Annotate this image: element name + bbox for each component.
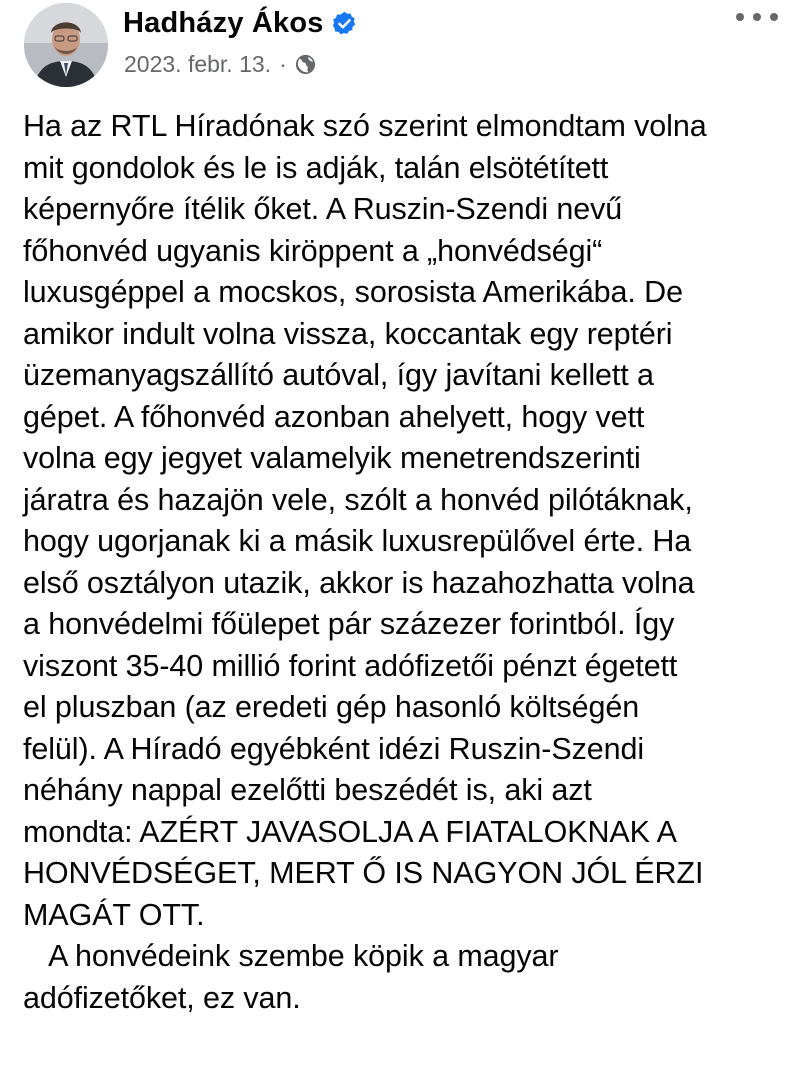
author-name[interactable]: Hadházy Ákos — [123, 6, 324, 39]
meta-separator: · — [279, 50, 287, 77]
globe-icon — [294, 53, 317, 76]
more-dot — [736, 13, 744, 21]
more-options-icon[interactable] — [736, 6, 778, 28]
more-dot — [770, 13, 778, 21]
profile-photo — [24, 3, 108, 87]
author-avatar[interactable] — [24, 3, 108, 87]
author-row — [123, 4, 358, 42]
post-header — [0, 0, 800, 100]
more-dot — [753, 13, 761, 21]
post-text: Ha az RTL Híradónak szó szerint elmondtam volna mit gondolok és le is adják, talán elsötétített képernyőre ítélik őket. A Ruszin-Szendi nevű főhonvéd ugyanis kiröppent a „honvédségi“ luxusgéppel a mocskos, sorosista Amerikába. De amikor indult volna vissza, koccantak egy reptéri üzemanyagszállító autóval, így javítani kellett a gépet. A főhonvéd azonban ahelyett, hogy vett volna egy jegyet valamelyik menetrendszerinti járatra és hazajön vele, szólt a honvéd pilótáknak, hogy ugorjanak ki a másik luxusrepülővel érte. Ha első osztályon utazik, akkor is hazahozhatta volna a honvédelmi főülepet pár százezer forintból. Így viszont 35-40 millió forint adófizetői pénzt égetett el pluszban (az eredeti gép hasonló költségén felül). A Híradó egyébként idézi Ruszin-Szendi néhány nappal ezelőtti beszédét is, aki azt mondta: AZÉRT JAVASOLJA A FIATALOKNAK A HONVÉDSÉGET, MERT Ő IS NAGYON JÓL ÉRZI MAGÁT OTT. A honvédeink szembe köpik a magyar adófizetőket, ez van. — [23, 109, 707, 1015]
verified-badge-icon — [331, 10, 358, 37]
post-meta — [124, 49, 317, 79]
post-date[interactable]: 2023. febr. 13. — [124, 50, 272, 77]
